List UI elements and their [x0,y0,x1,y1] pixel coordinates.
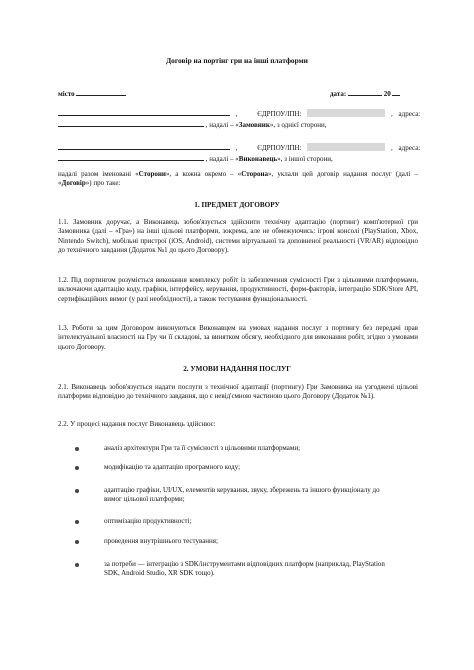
bullet-icon [75,520,79,524]
list-item: модифікацію та адаптацію програмного коду; [104,463,241,471]
party1-address-blank[interactable] [58,119,204,127]
section2-heading: 2. УМОВИ НАДАННЯ ПОСЛУГ [183,365,291,373]
party2-name-blank[interactable] [58,142,230,150]
party2-edrpou-label: ЄДРПОУ/ІПН: [257,144,302,152]
party2-address-blank[interactable] [58,153,204,161]
party1-line1: , ЄДРПОУ/ІПН: , адреса: [58,108,420,119]
bullet-icon [75,563,79,567]
intro-paragraph: надалі разом іменовані «Сторони», а кожна окремо – «Сторона», уклали цей договір надання послуг (далі – «Договір») про таке: [58,170,418,188]
clause-1-1: 1.1. Замовник доручає, а Виконавець зобов'язується здійснити технічну адаптацію (портинг) комп'ютерної гри Замовника (далі – «Гра») на інші цільові платформи, зокрема, але не обмежуючись: ігрові консолі (PlayStation, Xbox, Nintendo Switch), мобільні пристрої (iOS, Android), системи віртуальної та доповненої реальності (VR/AR) відповідно до технічного завдання (Додаток №1 до цього Договору). [58,218,418,255]
party2-line1: , ЄДРПОУ/ІПН: , адреса: [58,142,420,153]
year-blank[interactable] [392,88,400,96]
date-year: 20 [383,90,391,98]
list-item: адаптацію графіки, UI/UX, елементів керування, звуку, збережень та іншого функціоналу до вимог цільової платформи; [104,486,380,504]
city-label: місто [58,90,75,98]
party2-address-label: адреса: [398,144,421,152]
clause-2-2: 2.2. У процесі надання послуг Виконавець здійснює: [58,420,216,428]
clause-1-2: 1.2. Під портингом розуміється виконання комплексу робіт із забезпечення сумісності Гри з цільовими платформами, включаючи адаптацію коду, графіки, інтерфейсу, керування, продуктивності, форм-факторів, інтеграцію SDK/Store API, сертифікаційних вимог (у разі необхідності), а також тестування функціональності. [58,276,418,303]
party1-edrpou-field[interactable] [307,109,385,117]
list-item: аналіз архітектури Гри та її сумісності з цільовими платформами; [104,444,301,452]
party1-role: Замовник [238,121,270,129]
list-item: проведення внутрішнього тестування; [104,537,218,545]
clause-1-3: 1.3. Роботи за цим Договором виконуються Виконавцем на умовах надання послуг з портингу без передачі прав інтелектуальної власності на Гру чи її складові, за винятком обсягу, необхідного для виконання робіт, згідно з умовами цього Договору. [58,324,418,351]
list-item: оптимізацію продуктивності; [104,517,192,525]
bullet-icon [75,466,79,470]
party1-line2: , надалі – «Замовник», з однієї сторони, [58,119,326,130]
bullet-icon [75,489,79,493]
party1-name-blank[interactable] [58,108,230,116]
city-blank[interactable] [76,88,126,96]
city-row [58,88,126,99]
document-title: Договір на портінг гри на інші платформи [166,56,308,65]
party2-line2: , надалі – «Виконавець», з іншої сторони, [58,153,333,164]
bullet-icon [75,447,79,451]
party1-edrpou-label: ЄДРПОУ/ІПН: [257,110,302,118]
date-blank[interactable] [348,88,382,96]
party1-address-label: адреса: [398,110,421,118]
party2-role: Виконавець [238,155,278,163]
party2-edrpou-field[interactable] [307,143,385,151]
list-item: за потреби — інтеграцію з SDK/інструментами відповідних платформ (наприклад, PlayStation SDK, Android Studio, XR SDK тощо). [104,560,385,578]
clause-2-1: 2.1. Виконавець зобов'язується надати послуги з технічної адаптації (портингу) Гри Замовника на узгоджені цільові платформи відповідно до технічного завдання, що є невід'ємною частиною цього Договору (Додаток №1). [58,383,418,401]
section1-heading: 1. ПРЕДМЕТ ДОГОВОРУ [194,201,280,209]
date-label: дата: [330,90,347,98]
date-row [330,88,400,99]
bullet-icon [75,540,79,544]
